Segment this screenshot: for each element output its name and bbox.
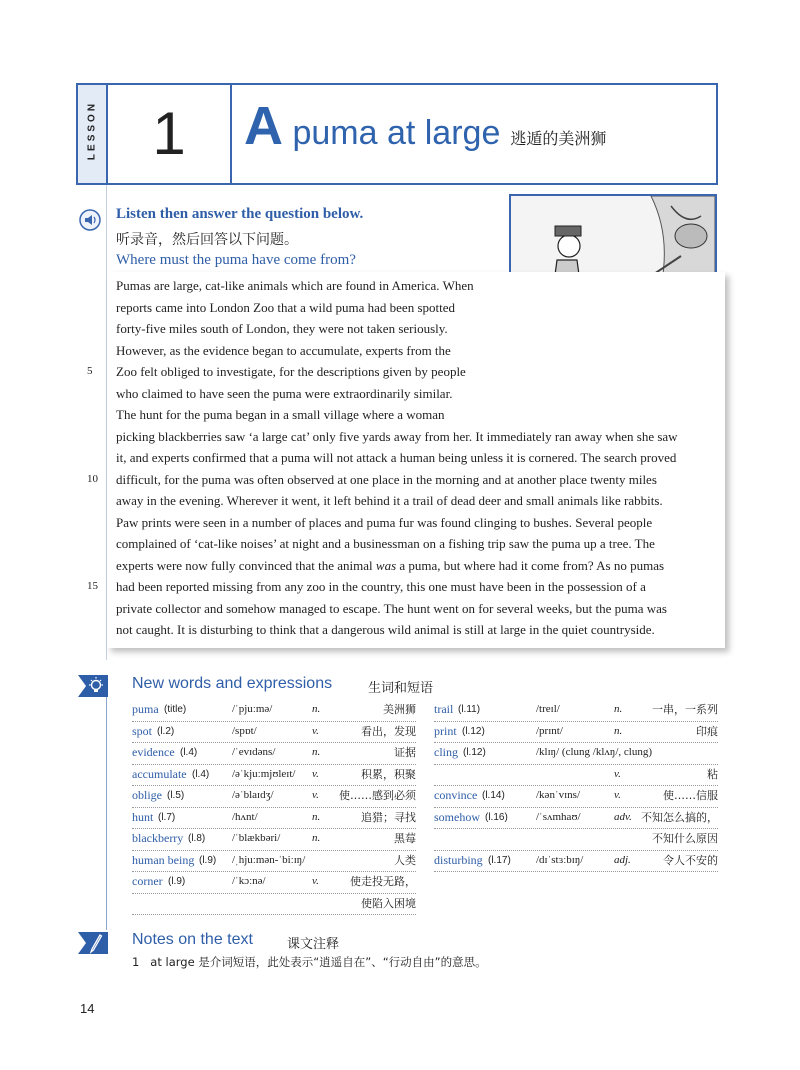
- notes-heading-chinese: 课文注释: [287, 937, 340, 952]
- vocab-meaning: 人类: [394, 853, 416, 867]
- vocab-phonetic: /ˈsʌmhaʊ/: [536, 810, 581, 823]
- vocab-meaning: 黑莓: [394, 832, 416, 845]
- lightbulb-icon: [78, 675, 108, 697]
- vocab-phonetic: /dɪˈstɜːbɪŋ/: [536, 853, 584, 866]
- vocab-word: trail: [434, 702, 454, 716]
- vocab-word: accumulate: [132, 766, 187, 781]
- vocab-part-of-speech: v.: [312, 875, 319, 887]
- vocab-phonetic: /ˈblækbəri/: [232, 832, 281, 844]
- lesson-number: 1: [152, 100, 186, 167]
- vocab-meaning: 使走投无路，: [350, 875, 416, 888]
- vocab-word: puma: [132, 702, 159, 716]
- passage-line: away in the evening. Wherever it went, it left behind it a trail of dead deer and small animals like rabbits.: [116, 493, 663, 508]
- vocab-meaning: 使陷入困境: [361, 896, 416, 910]
- line-number: 5: [87, 365, 93, 377]
- vocab-row: [132, 785, 416, 808]
- lesson-label: LESSON: [86, 100, 98, 161]
- vocab-word: corner: [132, 874, 163, 888]
- passage-line: difficult, for the puma was often observed at one place in the morning and at another place twenty miles: [116, 471, 657, 487]
- vocab-part-of-speech: n.: [614, 724, 623, 737]
- margin-rule-lower: [106, 675, 107, 930]
- vocab-meaning: 使……感到必须: [339, 789, 416, 802]
- vocab-phonetic: /treɪl/: [536, 703, 560, 715]
- vocab-phonetic: /əˈblaɪdʒ/: [232, 789, 274, 801]
- vocab-word: evidence: [132, 745, 175, 759]
- vocab-part-of-speech: n.: [312, 810, 321, 823]
- vocab-phonetic: /hʌnt/: [232, 810, 258, 823]
- vocab-phonetic: /kənˈvɪns/: [536, 789, 580, 801]
- passage-line: private collector and somehow managed to escape. The hunt went on for several weeks, but the puma was: [116, 600, 667, 616]
- vocab-line-ref: (l.12): [462, 725, 485, 737]
- vocab-part-of-speech: n.: [614, 703, 623, 715]
- vocab-line-ref: (l.17): [488, 854, 511, 866]
- vocab-meaning: 粘: [707, 767, 718, 781]
- vocab-phonetic: /əˈkjuːmjʊleɪt/: [232, 767, 296, 780]
- vocab-line-ref: (l.9): [168, 876, 186, 887]
- vocab-meaning: 印痕: [696, 724, 718, 738]
- title-chinese: 逃遁的美洲狮: [510, 129, 607, 148]
- vocab-word: human being: [132, 852, 195, 867]
- vocab-line-ref: (l.16): [485, 811, 508, 823]
- vocab-line-ref: (l.11): [458, 704, 481, 715]
- passage-line: who claimed to have seen the puma were extraordinarily similar.: [116, 385, 453, 401]
- lesson-header: [76, 83, 718, 185]
- passage-line: not caught. It is disturbing to think that a dangerous wild animal is still at large in the quiet countryside.: [116, 622, 655, 637]
- vocab-row: [434, 850, 718, 873]
- vocab-row: [434, 699, 718, 722]
- passage-line: reports came into London Zoo that a wild puma had been spotted: [116, 299, 455, 315]
- vocab-row: [434, 785, 718, 808]
- vocab-phonetic: /ˈevɪdəns/: [232, 746, 276, 758]
- vocab-part-of-speech: v.: [312, 767, 319, 780]
- new-words-heading: New words and expressions: [132, 675, 333, 692]
- page-number: 14: [80, 1001, 95, 1016]
- vocab-row: [132, 721, 416, 744]
- note-number: 1: [132, 955, 140, 969]
- line-number: 10: [87, 472, 98, 485]
- vocab-phonetic: /ˌhjuːmən-ˈbiːɪŋ/: [232, 853, 306, 866]
- vocab-line-ref: (l.2): [157, 725, 175, 737]
- listen-question: Where must the puma have come from?: [116, 252, 356, 268]
- vocab-line-ref: (l.14): [482, 790, 505, 801]
- vocab-line-ref: (l.4): [180, 747, 198, 758]
- new-words-heading-chinese: 生词和短语: [368, 681, 434, 696]
- vocab-row: [434, 742, 718, 765]
- vocab-part-of-speech: adj.: [614, 853, 631, 866]
- passage-line: Pumas are large, cat-like animals which are found in America. When: [116, 278, 474, 293]
- passage-line: Zoo felt obliged to investigate, for the descriptions given by people: [116, 364, 466, 379]
- listen-instruction-chinese: 听录音，然后回答以下问题。: [116, 232, 298, 248]
- vocab-line-ref: (l.4): [192, 768, 210, 780]
- vocab-part-of-speech: v.: [312, 724, 319, 737]
- passage-line: picking blackberries saw ‘a large cat’ only five yards away from her. It immediately ran away when she saw: [116, 428, 678, 444]
- vocab-meaning: 使……信服: [663, 789, 718, 802]
- vocab-part-of-speech: v.: [614, 767, 621, 780]
- vocab-line-ref: (l.5): [167, 790, 185, 801]
- passage-line: had been reported missing from any zoo in the country, this one must have been in the possession of a: [116, 579, 646, 594]
- listen-instruction: Listen then answer the question below.: [116, 206, 364, 222]
- vocab-phonetic: /spɒt/: [232, 724, 257, 737]
- passage-line: experts were now fully convinced that the animal was a puma, but where had it come from? As no pumas: [116, 557, 665, 573]
- vocab-row: [132, 742, 416, 765]
- vocab-row: [434, 828, 718, 851]
- vocab-row: [132, 893, 416, 916]
- vocab-row: [132, 699, 416, 722]
- vocab-row: [132, 807, 416, 830]
- vocab-phonetic: /ˈkɔːnə/: [232, 875, 266, 887]
- title-text: puma at large: [283, 114, 501, 152]
- vocab-word: oblige: [132, 788, 162, 802]
- vocab-meaning: 一串，一系列: [652, 703, 718, 716]
- passage-line: However, as the evidence began to accumulate, experts from the: [116, 342, 451, 358]
- vocab-row: [434, 721, 718, 744]
- vocab-part-of-speech: n.: [312, 746, 321, 758]
- vocab-line-ref: (l.9): [199, 854, 217, 866]
- vocab-word: cling: [434, 745, 458, 759]
- vocab-word: convince: [434, 788, 478, 802]
- vocab-line-ref: (l.8): [188, 833, 206, 844]
- vocab-word: blackberry: [132, 831, 184, 845]
- vocab-row: [434, 764, 718, 787]
- vocab-meaning: 看出，发现: [361, 724, 416, 738]
- speaker-icon[interactable]: [79, 209, 101, 231]
- vocab-part-of-speech: adv.: [614, 810, 632, 823]
- passage-line: complained of ‘cat-like noises’ at night and a businessman on a fishing trip saw the puma up a tree. The: [116, 536, 655, 551]
- vocab-meaning: 积累，积聚: [361, 767, 416, 781]
- pen-icon: [78, 932, 108, 954]
- vocab-line-ref: (title): [164, 704, 187, 715]
- vocab-part-of-speech: v.: [312, 789, 319, 801]
- vocab-part-of-speech: v.: [614, 789, 621, 801]
- vocab-phonetic: /klɪŋ/ (clung /klʌŋ/, clung): [536, 746, 652, 758]
- note-item: [132, 954, 487, 970]
- lesson-number-box: [108, 85, 232, 183]
- vocab-row: [132, 828, 416, 851]
- vocab-row: [434, 807, 718, 830]
- vocab-word: somehow: [434, 809, 480, 824]
- vocab-phonetic: /ˈpjuːmə/: [232, 703, 273, 715]
- vocab-part-of-speech: n.: [312, 703, 321, 715]
- title-initial: A: [244, 96, 283, 156]
- vocab-row: [132, 850, 416, 873]
- vocab-meaning: 令人不安的: [663, 853, 718, 867]
- vocab-word: print: [434, 723, 457, 738]
- lesson-strip: [78, 85, 108, 183]
- vocab-meaning: 不知怎么搞的，: [641, 810, 718, 824]
- vocab-word: hunt: [132, 809, 154, 824]
- vocab-meaning: 美洲狮: [383, 703, 416, 716]
- vocab-phonetic: /prɪnt/: [536, 724, 563, 737]
- passage-line: forty-five miles south of London, they were not taken seriously.: [116, 321, 448, 336]
- vocab-word: spot: [132, 723, 153, 738]
- vocab-meaning: 证据: [394, 746, 416, 759]
- passage-line: The hunt for the puma began in a small village where a woman: [116, 407, 445, 422]
- vocab-part-of-speech: n.: [312, 832, 321, 844]
- vocab-row: [132, 764, 416, 787]
- passage-line: it, and experts confirmed that a puma will not attack a human being unless it is cornered. The search proved: [116, 450, 677, 465]
- vocab-meaning: 不知什么原因: [652, 832, 718, 845]
- notes-heading: Notes on the text: [132, 931, 253, 948]
- vocab-row: [132, 871, 416, 894]
- lesson-title: [244, 95, 606, 157]
- vocab-meaning: 追猎；寻找: [361, 810, 416, 824]
- vocab-line-ref: (l.7): [158, 811, 176, 823]
- vocab-line-ref: (l.12): [463, 747, 486, 758]
- line-number: 15: [87, 580, 98, 592]
- passage-line: Paw prints were seen in a number of places and puma fur was found clinging to bushes. Several people: [116, 514, 653, 530]
- vocab-word: disturbing: [434, 852, 483, 867]
- note-text: at large 是介词短语，此处表示“逍遥自在”、“行动自由”的意思。: [150, 955, 487, 969]
